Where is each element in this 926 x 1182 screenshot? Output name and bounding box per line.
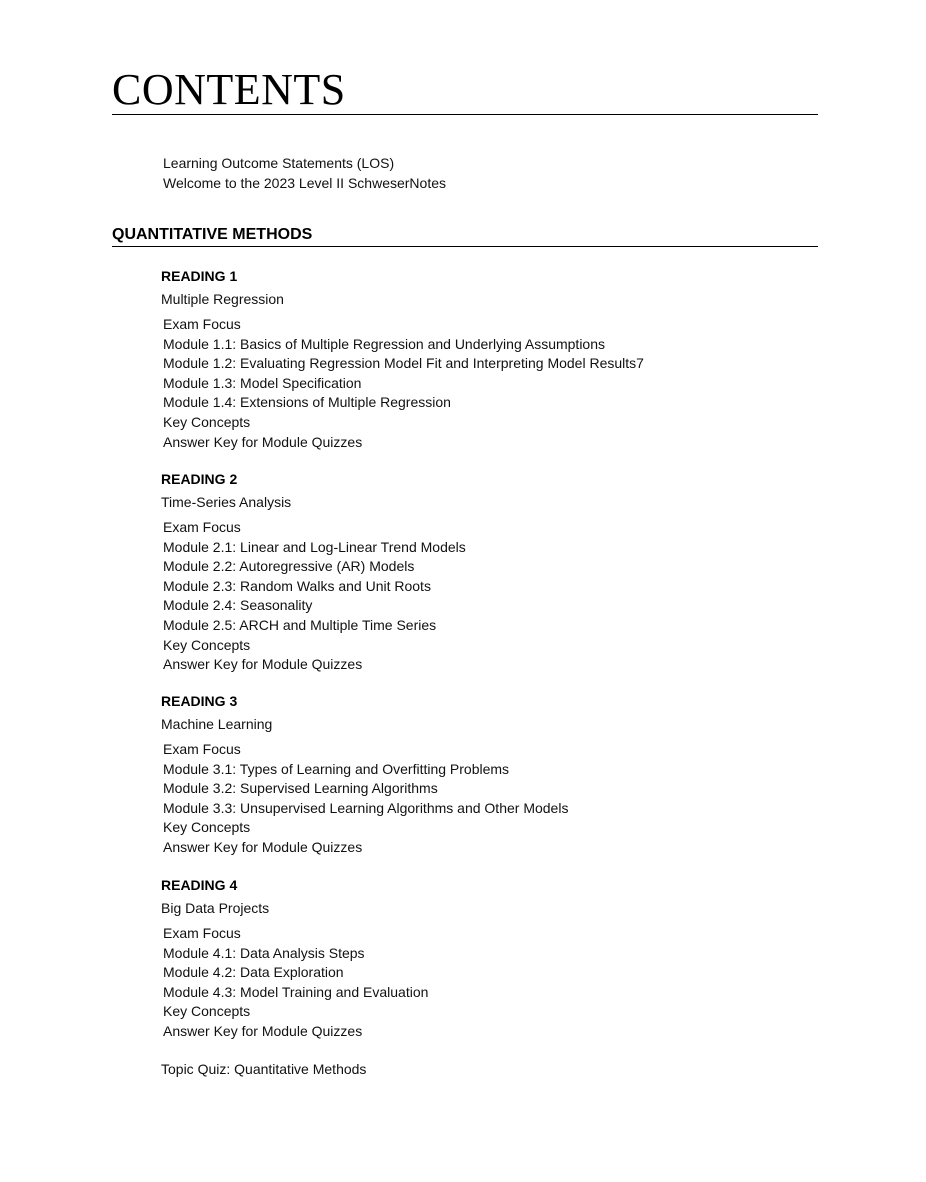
- toc-entry[interactable]: Module 2.5: ARCH and Multiple Time Series: [163, 616, 437, 633]
- reading-2: [161, 470, 466, 675]
- toc-entry[interactable]: Module 2.1: Linear and Log-Linear Trend Models: [163, 538, 466, 555]
- reading-label: READING 3: [161, 693, 238, 709]
- toc-entry[interactable]: Module 4.1: Data Analysis Steps: [163, 944, 365, 961]
- reading-3: [161, 692, 568, 858]
- toc-entry[interactable]: Key Concepts: [163, 636, 251, 653]
- page-title: [112, 65, 818, 115]
- reading-1: [161, 267, 644, 452]
- page-title-text: CONTENTS: [112, 65, 346, 114]
- toc-entry[interactable]: Exam Focus: [163, 519, 241, 535]
- toc-entry[interactable]: Key Concepts: [163, 819, 251, 836]
- reading-4: [161, 876, 428, 1042]
- reading-title[interactable]: Multiple Regression: [161, 291, 284, 307]
- toc-entry-welcome[interactable]: Welcome to the 2023 Level II SchweserNotes: [163, 175, 447, 191]
- reading-items: [163, 740, 568, 858]
- toc-entry[interactable]: Answer Key for Module Quizzes: [163, 656, 363, 673]
- toc-entry[interactable]: Module 1.2: Evaluating Regression Model Fit and Interpreting Model Results7: [163, 355, 644, 372]
- reading-label: READING 1: [161, 268, 238, 284]
- toc-entry-topic-quiz[interactable]: Topic Quiz: Quantitative Methods: [161, 1061, 367, 1077]
- toc-entry[interactable]: Module 1.3: Model Specification: [163, 374, 362, 391]
- toc-entry[interactable]: Module 4.2: Data Exploration: [163, 964, 344, 981]
- toc-entry[interactable]: Answer Key for Module Quizzes: [163, 433, 363, 450]
- toc-entry[interactable]: Module 3.3: Unsupervised Learning Algorithms and Other Models: [163, 799, 569, 816]
- toc-entry[interactable]: Key Concepts: [163, 413, 251, 430]
- toc-entry[interactable]: Key Concepts: [163, 1003, 251, 1020]
- toc-entry-los[interactable]: Learning Outcome Statements (LOS): [163, 155, 395, 171]
- toc-entry[interactable]: Exam Focus: [163, 316, 241, 332]
- reading-items: [163, 924, 428, 1042]
- reading-items: [163, 315, 644, 452]
- toc-entry[interactable]: Module 2.4: Seasonality: [163, 597, 313, 614]
- toc-entry[interactable]: Exam Focus: [163, 925, 241, 941]
- front-matter-list: [163, 153, 446, 193]
- toc-entry[interactable]: Module 2.3: Random Walks and Unit Roots: [163, 577, 431, 594]
- section-heading: QUANTITATIVE METHODS: [112, 224, 818, 247]
- toc-entry[interactable]: Module 2.2: Autoregressive (AR) Models: [163, 558, 415, 575]
- toc-entry[interactable]: Module 1.4: Extensions of Multiple Regression: [163, 394, 451, 411]
- toc-entry[interactable]: Module 3.1: Types of Learning and Overfitting Problems: [163, 760, 510, 777]
- reading-items: [163, 518, 466, 675]
- toc-entry[interactable]: Module 3.2: Supervised Learning Algorithms: [163, 780, 438, 797]
- reading-title[interactable]: Time-Series Analysis: [161, 494, 292, 510]
- reading-title[interactable]: Big Data Projects: [161, 900, 270, 916]
- reading-title[interactable]: Machine Learning: [161, 716, 273, 732]
- toc-entry[interactable]: Answer Key for Module Quizzes: [163, 838, 363, 855]
- toc-entry[interactable]: Module 1.1: Basics of Multiple Regression and Underlying Assumptions: [163, 335, 606, 352]
- reading-label: READING 2: [161, 471, 238, 487]
- toc-entry[interactable]: Exam Focus: [163, 741, 241, 757]
- toc-entry[interactable]: Answer Key for Module Quizzes: [163, 1022, 363, 1039]
- toc-entry[interactable]: Module 4.3: Model Training and Evaluation: [163, 983, 429, 1000]
- reading-label: READING 4: [161, 877, 238, 893]
